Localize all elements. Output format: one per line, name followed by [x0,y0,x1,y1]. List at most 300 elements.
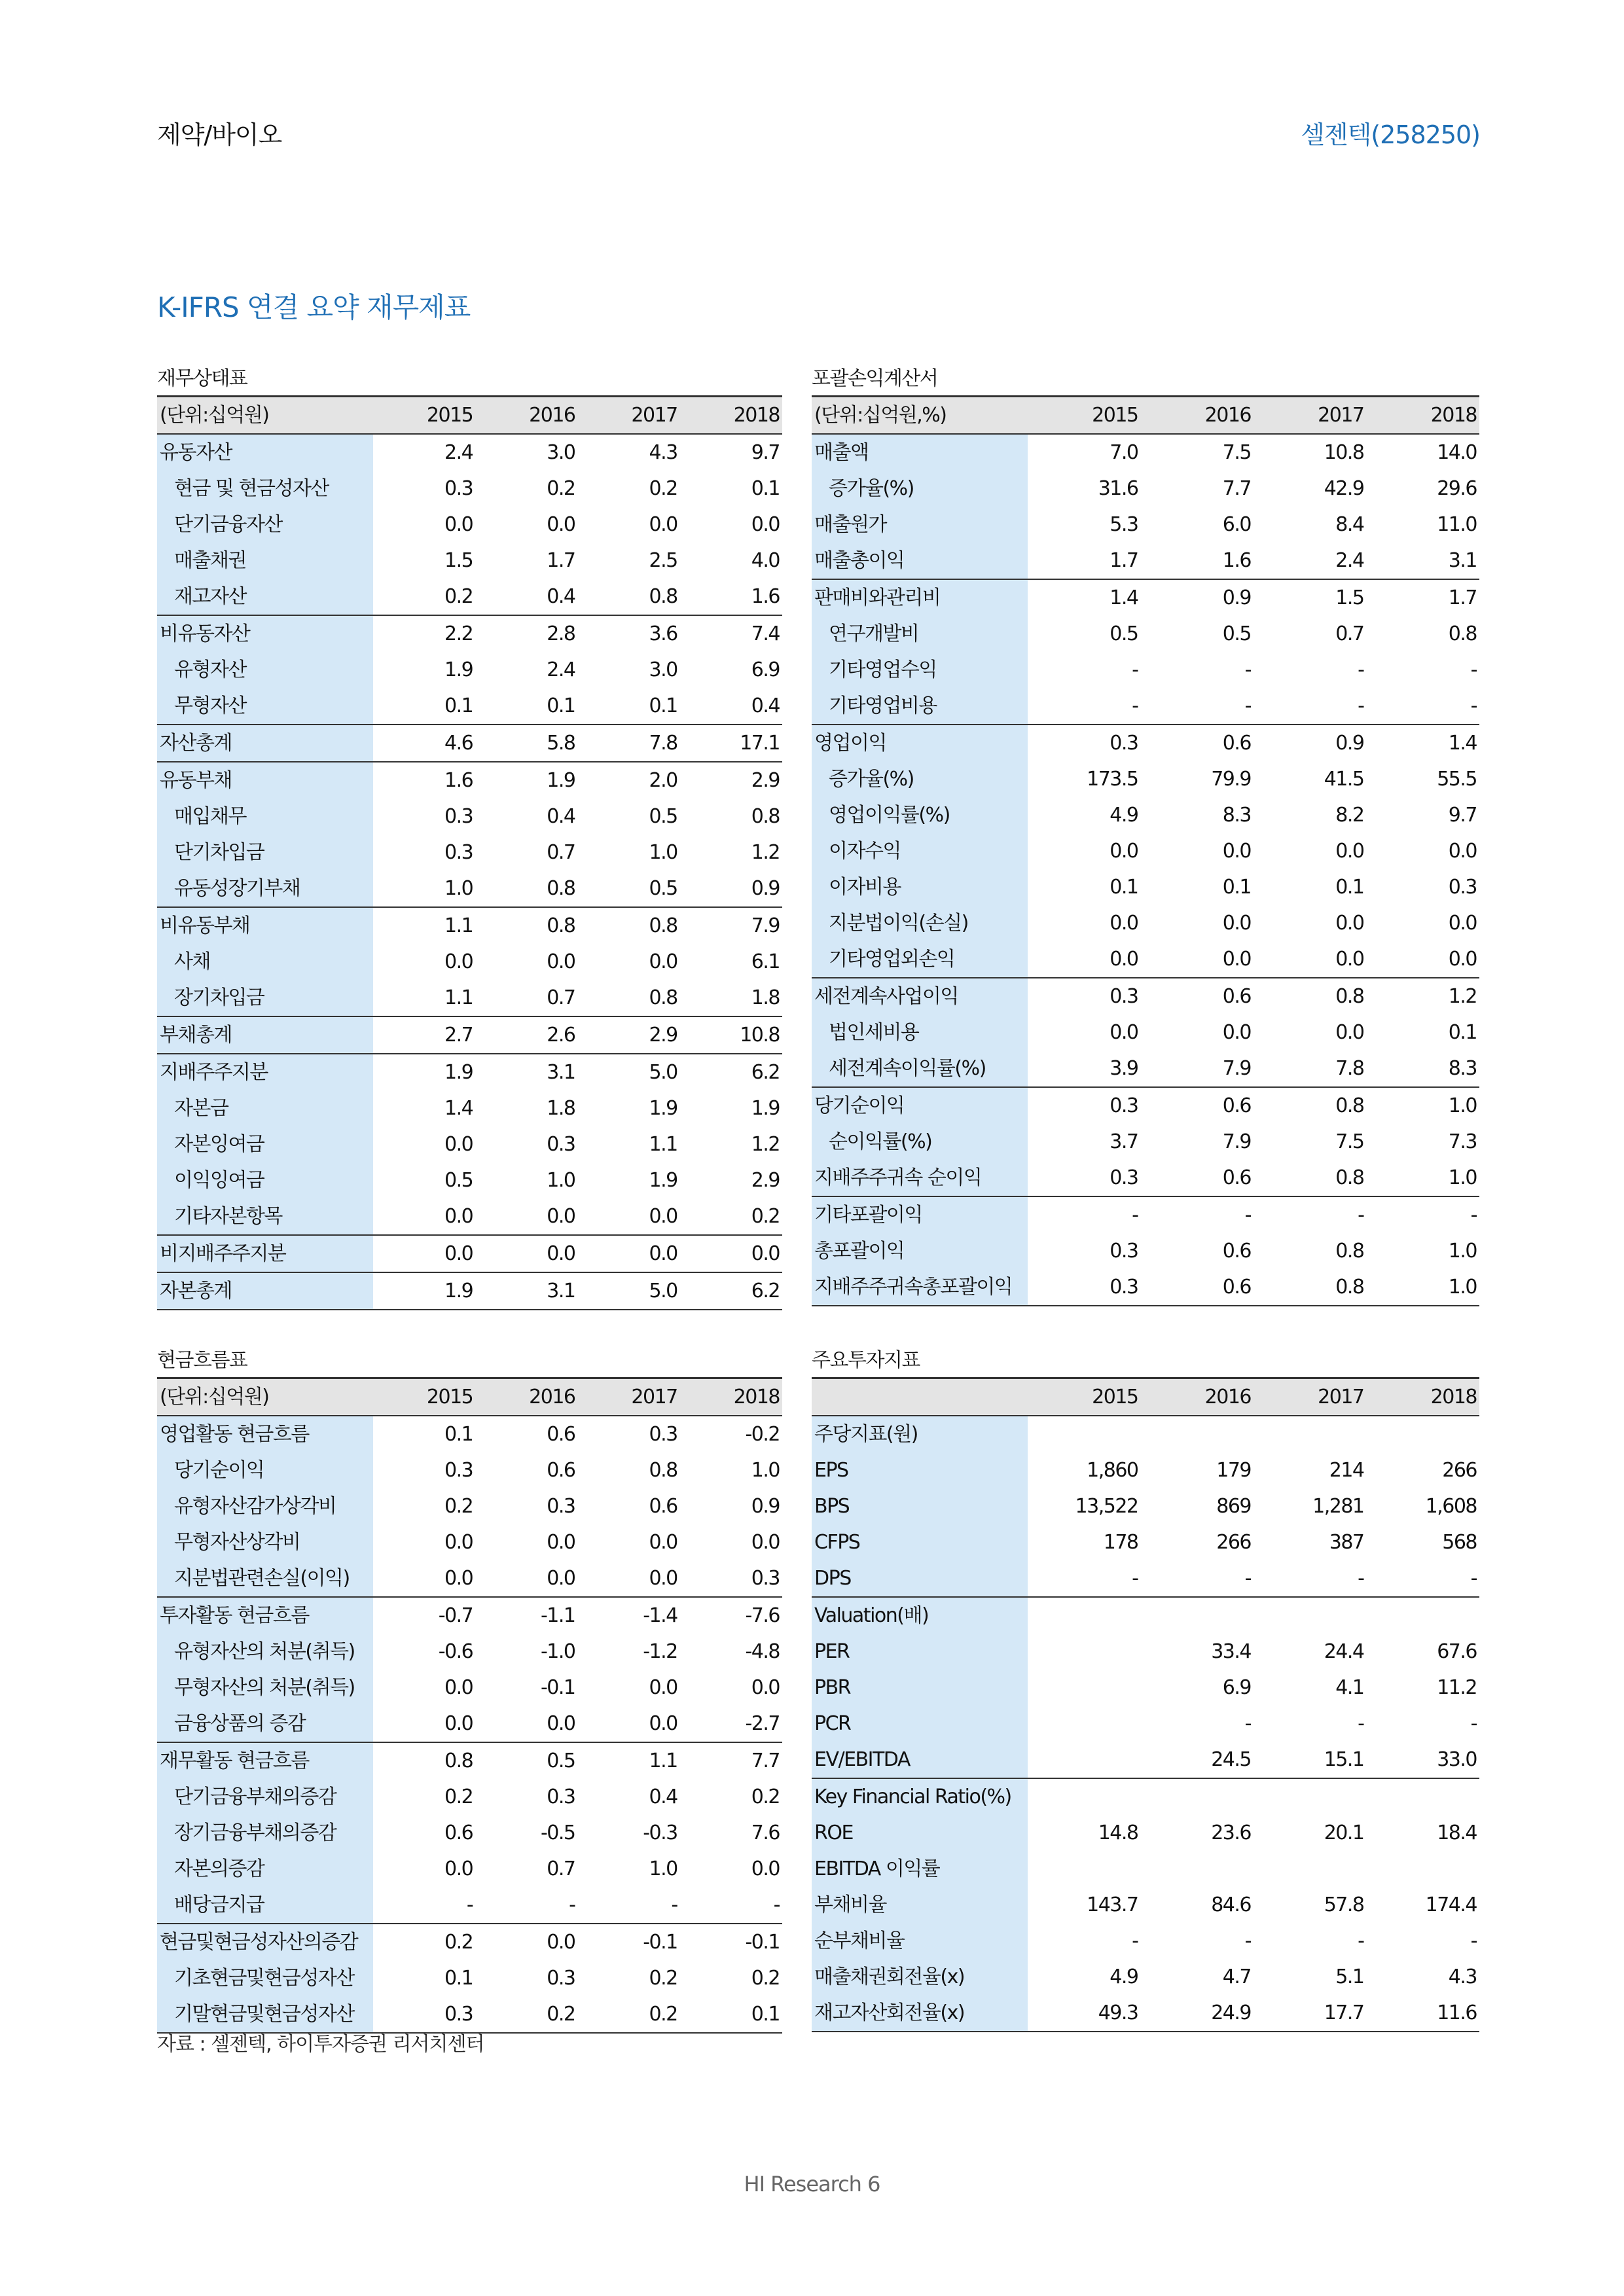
cell-value [1028,1742,1141,1778]
cell-value [1367,1778,1480,1815]
cell-value: 1.0 [751,1459,780,1482]
year-header: 2018 [680,397,782,435]
cell-value: 0.8 [649,1459,677,1482]
cell-value: 0.5 [1110,622,1138,645]
row-label: EPS [812,1452,1028,1488]
table-row [812,1014,1479,1050]
cell-value: 0.0 [373,1235,475,1272]
cell-value: - [1132,1929,1138,1952]
cell-value: - [1244,658,1251,681]
table-row [812,507,1479,543]
cell-value: 42.9 [1324,477,1364,500]
table-row [812,616,1479,652]
cell-value: 31.6 [1098,477,1138,500]
table-row [157,652,782,688]
row-label: 지배주주지분 [157,1054,373,1090]
unit-header [812,1378,1028,1416]
row-label: 매출총이익 [812,543,1028,579]
investment-indicators-table [812,1377,1479,2032]
cell-value: 20.1 [1324,1821,1364,1844]
cell-value: 1.0 [547,1169,575,1192]
cell-value: - [1470,1712,1477,1735]
cell-value: 0.9 [1141,579,1254,616]
cell-value: 7.5 [1222,441,1251,464]
cell-value: 0.0 [1222,840,1251,863]
cell-value: 2.4 [547,658,575,681]
cell-value [1141,1778,1254,1815]
cell-value: - [466,1893,473,1916]
cell-value: 143.7 [1087,1893,1138,1916]
cell-value: 214 [1329,1459,1364,1482]
cell-value: -2.7 [745,1712,780,1735]
row-label: 유형자산 [157,652,373,688]
cell-value: 0.0 [547,1531,575,1554]
cell-value: 0.0 [444,950,473,973]
table-row [812,1778,1479,1815]
cell-value: 0.8 [1335,1166,1364,1189]
header-row [157,1378,782,1416]
cell-value: 1.8 [751,986,780,1009]
source-note: 자료 : 셀젠텍, 하이투자증권 리서치센터 [157,2033,484,2056]
cell-value: - [773,1893,780,1916]
table-row [157,471,782,507]
table-row [812,1959,1479,1995]
cell-value: 0.3 [649,1423,677,1446]
cell-value: 29.6 [1437,477,1477,500]
row-label: 재고자산회전율(x) [812,1995,1028,2032]
cell-value: 0.0 [1222,948,1251,971]
cell-value: 0.8 [1335,1240,1364,1263]
year-header: 2016 [475,397,577,435]
cell-value: 0.6 [547,1423,575,1446]
cell-value: 0.0 [1110,1021,1138,1044]
row-label: 투자활동 현금흐름 [157,1597,373,1634]
cell-value: 1.4 [444,1097,473,1120]
cell-value: 0.0 [578,1235,680,1272]
cell-value: 0.0 [547,1567,575,1590]
cell-value: -0.1 [540,1676,575,1699]
cell-value: - [1470,1929,1477,1952]
cell-value: 0.0 [649,1567,677,1590]
cell-value: 0.0 [444,1133,473,1156]
balance-sheet-table [157,395,782,1310]
cell-value: - [1358,1712,1364,1735]
cell-value: -4.8 [745,1640,780,1663]
row-label: 무형자산의 처분(취득) [157,1670,373,1706]
cell-value: 266 [1442,1459,1477,1482]
cell-value: 11.2 [1437,1676,1477,1699]
row-label: DPS [812,1560,1028,1597]
table-row [157,944,782,980]
cell-value [1254,1416,1367,1452]
cell-value: 0.0 [444,1857,473,1880]
cell-value: 0.9 [751,1495,780,1518]
table-row [812,761,1479,797]
cell-value: 1.9 [444,658,473,681]
cell-value: 3.1 [475,1272,577,1310]
page-title: K-IFRS 연결 요약 재무제표 [157,291,471,323]
cell-value: 0.0 [547,950,575,973]
table-row [812,1524,1479,1560]
cell-value: -0.5 [540,1821,575,1844]
table-row [157,725,782,762]
unit-header: (단위:십억원,%) [812,397,1028,435]
cell-value: 1.4 [1028,579,1141,616]
cell-value: 1.5 [444,549,473,572]
table-row [812,1488,1479,1524]
table-row [812,579,1479,616]
table-row [157,1634,782,1670]
table-row [157,1488,782,1524]
cell-value: 0.5 [444,1169,473,1192]
cell-value: 1.1 [578,1742,680,1779]
cell-value: - [1470,658,1477,681]
cell-value: 2.9 [680,762,782,798]
cell-value: 0.2 [649,477,677,500]
cell-value: 0.0 [444,1205,473,1228]
cell-value: 1.6 [751,585,780,608]
cell-value [1028,1778,1141,1815]
cell-value: 0.8 [1254,1087,1367,1124]
header-section-name: 제약/바이오 [157,120,282,149]
cell-value: 0.0 [751,1676,780,1699]
table-row [157,1416,782,1452]
cell-value: - [1358,1929,1364,1952]
cell-value [1028,1597,1141,1634]
cell-value: 0.3 [444,805,473,828]
cell-value: - [1132,658,1138,681]
cell-value [1367,1851,1480,1887]
table-row [812,797,1479,833]
cell-value: 7.9 [1222,1130,1251,1153]
cell-value: 1.0 [1367,1087,1480,1124]
row-label: 자본의증감 [157,1851,373,1887]
cell-value: 0.3 [547,1785,575,1808]
row-label: PER [812,1634,1028,1670]
cell-value: 0.2 [751,1205,780,1228]
year-header: 2018 [680,1378,782,1416]
cell-value: 0.8 [578,907,680,944]
row-label: 영업이익 [812,725,1028,761]
table-row [157,1560,782,1597]
cell-value: 1.4 [1367,725,1480,761]
cell-value: 0.0 [1222,1021,1251,1044]
cell-value: 14.8 [1098,1821,1138,1844]
cell-value: 0.5 [649,877,677,900]
table-row [157,688,782,725]
year-header: 2015 [373,1378,475,1416]
table-row [157,507,782,543]
cell-value: 2.6 [475,1016,577,1054]
table-row [157,907,782,944]
cell-value: 0.3 [1448,876,1477,899]
table-row [812,869,1479,905]
cell-value: 0.8 [1448,622,1477,645]
cell-value: 0.0 [444,1676,473,1699]
cell-value: 0.2 [444,585,473,608]
cell-value: - [1141,1196,1254,1233]
row-label: 단기금융자산 [157,507,373,543]
cell-value: 0.1 [751,477,780,500]
cell-value: 0.6 [444,1821,473,1844]
cell-value: 24.9 [1141,1995,1254,2032]
table-row [157,1742,782,1779]
cell-value: 3.6 [578,615,680,652]
cell-value: - [569,1893,575,1916]
cell-value: 0.5 [1222,622,1251,645]
cell-value: 4.0 [751,549,780,572]
cell-value: 0.2 [578,1996,680,2033]
cell-value: -0.1 [680,1924,782,1960]
cash-flow-label: 현금흐름표 [157,1349,247,1372]
cell-value: 1.2 [751,841,780,864]
cell-value: -0.1 [578,1924,680,1960]
table-row [157,834,782,870]
cell-value [1367,1597,1480,1634]
cell-value: -0.2 [745,1423,780,1446]
year-header: 2017 [1254,1378,1367,1416]
cell-value: 1.2 [751,1133,780,1156]
cell-value: 10.8 [1324,441,1364,464]
cell-value: 0.0 [649,513,677,536]
cash-flow-table [157,1377,782,2034]
table-row [812,652,1479,688]
investment-indicators-label: 주요투자지표 [812,1349,920,1372]
cell-value: 0.6 [547,1459,575,1482]
year-header: 2018 [1367,1378,1480,1416]
table-row [812,833,1479,869]
row-label: ROE [812,1815,1028,1851]
table-row [812,1742,1479,1778]
cell-value: 1.0 [1448,1166,1477,1189]
row-label: 이자수익 [812,833,1028,869]
table-row [812,1597,1479,1634]
cell-value: 8.2 [1335,804,1364,827]
cell-value: 7.9 [1222,1057,1251,1080]
cell-value: 0.0 [444,1531,473,1554]
table-row [157,1779,782,1815]
row-label: 기초현금및현금성자산 [157,1960,373,1996]
cell-value: 1.7 [547,549,575,572]
header-row [812,397,1479,435]
cell-value: 7.8 [578,725,680,762]
table-row [812,1416,1479,1452]
row-label: 기타자본항목 [157,1198,373,1235]
table-row [157,980,782,1016]
row-label: CFPS [812,1524,1028,1560]
row-label: 매출채권 [157,543,373,579]
row-label: 세전계속이익률(%) [812,1050,1028,1087]
cell-value: 0.2 [547,477,575,500]
cell-value: 23.6 [1211,1821,1251,1844]
cell-value: 79.9 [1211,768,1251,791]
cell-value: 11.0 [1437,513,1477,536]
cell-value: 869 [1216,1495,1251,1518]
header-row [157,397,782,435]
cell-value: 0.9 [1254,725,1367,761]
table-row [812,1269,1479,1306]
cell-value: 24.4 [1324,1640,1364,1663]
row-label: 세전계속사업이익 [812,978,1028,1014]
unit-header: (단위:십억원) [157,397,373,435]
table-row [812,688,1479,725]
cell-value: 0.0 [751,513,780,536]
row-label: 당기순이익 [157,1452,373,1488]
cell-value: 0.9 [751,877,780,900]
cell-value: 0.1 [444,1423,473,1446]
cell-value: 2.8 [475,615,577,652]
cell-value: 1.9 [649,1097,677,1120]
cell-value: 7.3 [1448,1130,1477,1153]
cell-value: 0.0 [444,1712,473,1735]
cell-value: 1,860 [1087,1459,1138,1482]
cell-value: 4.6 [373,725,475,762]
row-label: 순이익률(%) [812,1124,1028,1160]
cell-value: - [1358,694,1364,717]
table-row [812,1887,1479,1923]
year-header: 2017 [578,397,680,435]
cell-value: 0.0 [1448,840,1477,863]
table-row [812,1815,1479,1851]
table-row [157,543,782,579]
row-label: 장기금융부채의증감 [157,1815,373,1851]
cell-value: 9.7 [1448,804,1477,827]
cell-value: 568 [1442,1531,1477,1554]
cell-value: - [1132,694,1138,717]
cell-value: 2.4 [1335,549,1364,572]
cell-value: 0.0 [475,1924,577,1960]
cell-value [1028,1634,1141,1670]
table-row [157,434,782,471]
cell-value: 1.0 [1367,1269,1480,1306]
cell-value: 1.0 [649,841,677,864]
cell-value: -1.0 [540,1640,575,1663]
table-row [812,434,1479,471]
cell-value: 0.3 [1028,725,1141,761]
cell-value: 0.6 [649,1495,677,1518]
table-row [812,1196,1479,1233]
cell-value: 57.8 [1324,1893,1364,1916]
cell-value: - [1244,1712,1251,1735]
table-row [812,543,1479,579]
cell-value: 4.3 [649,441,677,464]
cell-value: 5.0 [578,1272,680,1310]
cell-value: 8.4 [1335,513,1364,536]
cell-value: - [1244,1929,1251,1952]
row-label: 지배주주귀속총포괄이익 [812,1269,1028,1306]
year-header: 2017 [1254,397,1367,435]
cell-value: 1.9 [475,762,577,798]
cell-value: 0.0 [1335,1021,1364,1044]
page-footer: HI Research 6 [744,2172,880,2197]
cell-value: 7.7 [680,1742,782,1779]
row-label: 유형자산감가상각비 [157,1488,373,1524]
table-row [157,1016,782,1054]
cell-value: 6.1 [751,950,780,973]
table-row [157,1524,782,1560]
cell-value: 0.3 [751,1567,780,1590]
cell-value: 2.4 [444,441,473,464]
cell-value: 5.1 [1335,1965,1364,1988]
cell-value: 0.0 [547,1712,575,1735]
cell-value: 0.3 [547,1133,575,1156]
cell-value: 17.7 [1254,1995,1367,2032]
cell-value: 0.7 [1335,622,1364,645]
cell-value: 0.3 [1110,1240,1138,1263]
year-header: 2016 [1141,1378,1254,1416]
cell-value: 1.1 [649,1133,677,1156]
row-label: 사채 [157,944,373,980]
year-header: 2016 [475,1378,577,1416]
cell-value: 0.3 [1110,1166,1138,1189]
row-label: PCR [812,1706,1028,1742]
cell-value: 41.5 [1324,768,1364,791]
table-row [812,941,1479,978]
row-label: 기말현금및현금성자산 [157,1996,373,2033]
cell-value: 0.6 [1141,1269,1254,1306]
table-row [812,978,1479,1014]
row-label: 영업이익률(%) [812,797,1028,833]
row-label: 비유동자산 [157,615,373,652]
table-row [157,1198,782,1235]
cell-value: 3.0 [547,441,575,464]
cell-value: 0.3 [1028,978,1141,1014]
cell-value: 0.1 [680,1996,782,2033]
cell-value: 0.0 [1335,912,1364,935]
cell-value: 3.1 [475,1054,577,1090]
cell-value: 11.6 [1367,1995,1480,2032]
row-label: Valuation(배) [812,1597,1028,1634]
cell-value: 0.0 [649,1676,677,1699]
row-label: 증가율(%) [812,471,1028,507]
cell-value: 1,281 [1312,1495,1364,1518]
cell-value: 5.3 [1110,513,1138,536]
row-label: 배당금지급 [157,1887,373,1924]
unit-header: (단위:십억원) [157,1378,373,1416]
cell-value: 6.9 [1222,1676,1251,1699]
cell-value: 3.9 [1110,1057,1138,1080]
cell-value: 0.8 [751,805,780,828]
table-row [157,762,782,798]
row-label: 비유동부채 [157,907,373,944]
cell-value: 2.7 [373,1016,475,1054]
table-row [157,1851,782,1887]
cell-value: -1.2 [643,1640,677,1663]
row-label: 현금 및 현금성자산 [157,471,373,507]
table-row [157,798,782,834]
cell-value: 0.3 [444,477,473,500]
cell-value: 2.9 [751,1169,780,1192]
table-row [812,1706,1479,1742]
cell-value: 0.2 [751,1785,780,1808]
cell-value: 0.0 [547,1205,575,1228]
cell-value: 0.6 [1222,1240,1251,1263]
row-label: 기타영업수익 [812,652,1028,688]
cell-value: -0.3 [643,1821,677,1844]
cell-value: 0.0 [751,1531,780,1554]
cell-value: 0.6 [1141,725,1254,761]
row-label: EBITDA 이익률 [812,1851,1028,1887]
row-label: 유동자산 [157,434,373,471]
cell-value: 84.6 [1211,1893,1251,1916]
row-label: 무형자산상각비 [157,1524,373,1560]
cell-value: 1.9 [373,1272,475,1310]
table-row [812,1634,1479,1670]
cell-value: 14.0 [1437,441,1477,464]
table-row [812,1050,1479,1087]
cell-value: 6.9 [751,658,780,681]
cell-value: 0.0 [1448,912,1477,935]
